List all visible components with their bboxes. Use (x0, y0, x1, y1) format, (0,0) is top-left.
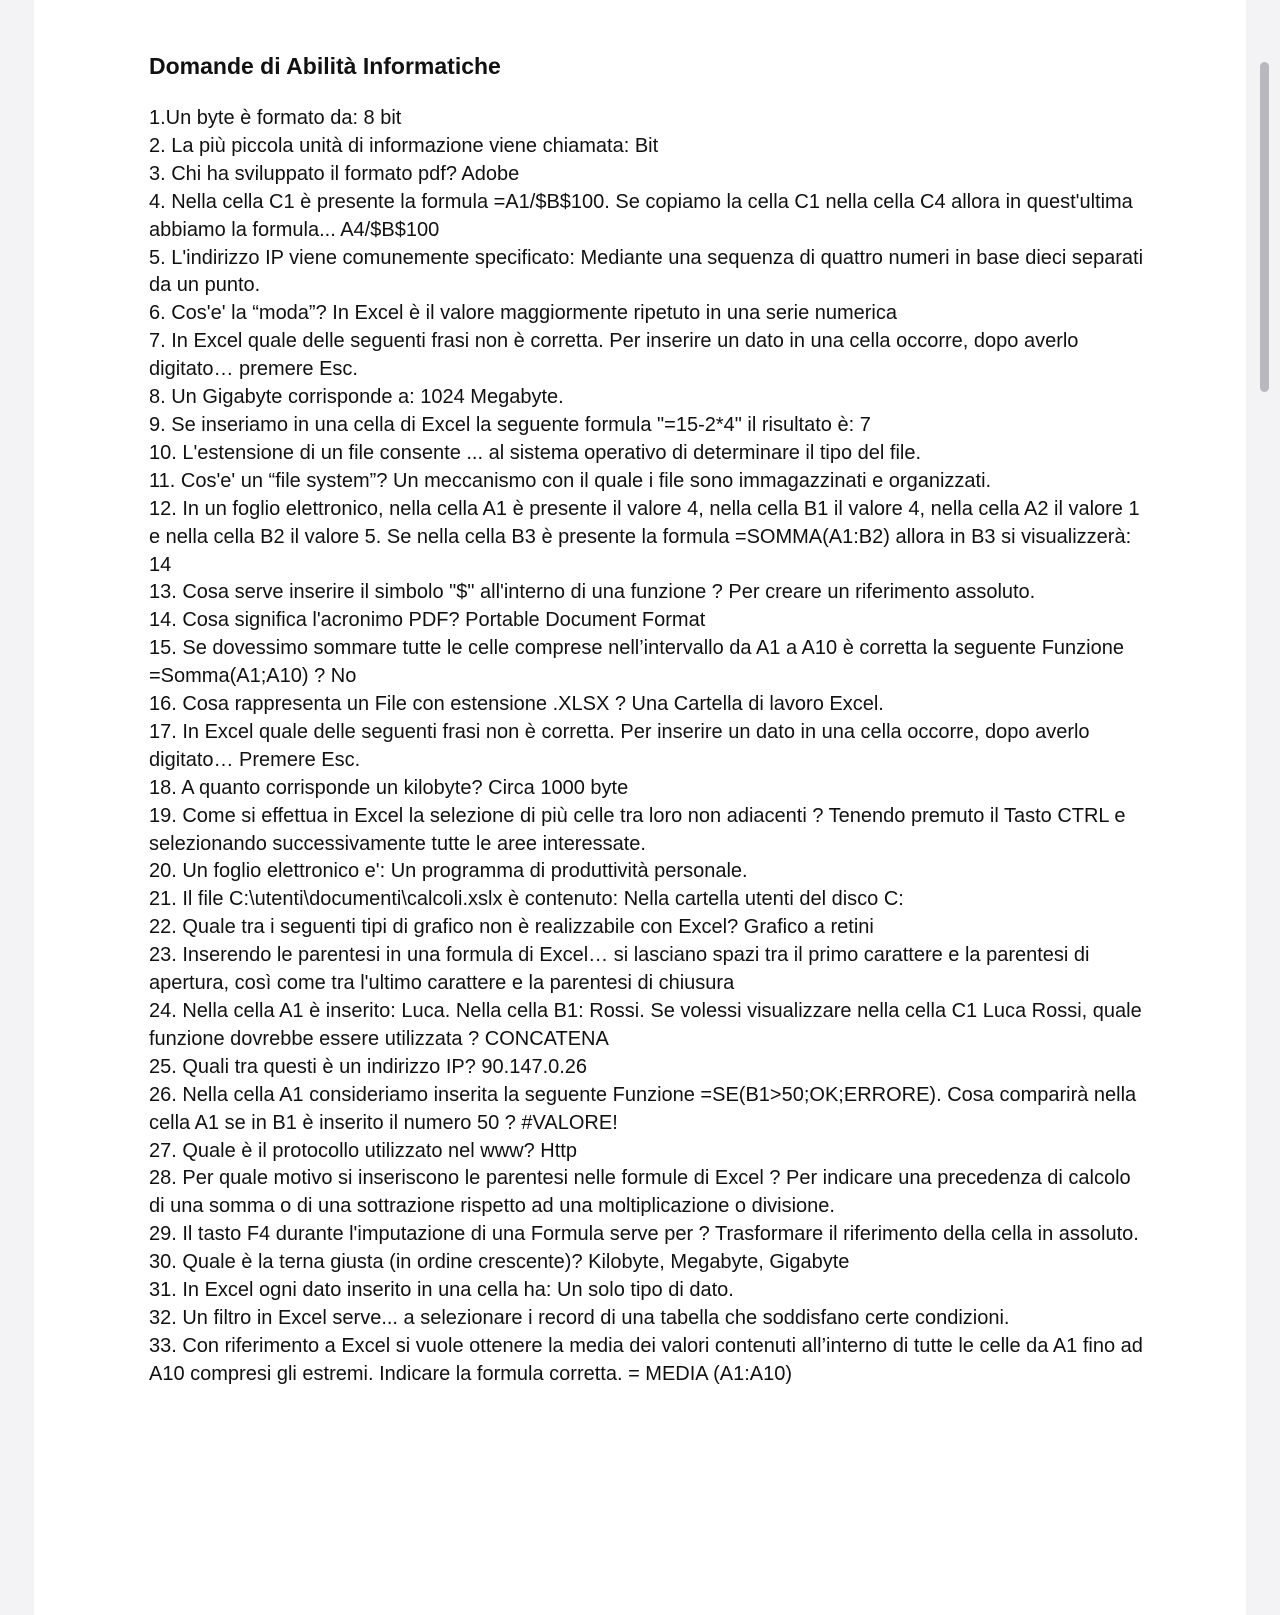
question-item: 20. Un foglio elettronico e': Un programma di produttività personale. (149, 860, 748, 883)
question-item: 12. In un foglio elettronico, nella cella A1 è presente il valore 4, nella cella B1 il valore 4, nella cella A2 il valore 1 e nella cella B2 il valore 5. Se nella cella B3 è presente la formula =SOMMA(A1:B2) allora in B3 si visualizzerà: 14 (149, 497, 1140, 576)
question-item: 4. Nella cella C1 è presente la formula =A1/$B$100. Se copiamo la cella C1 nella cella C4 allora in quest'ultima abbiamo la formula... A4/$B$100 (149, 190, 1133, 241)
question-item: 14. Cosa significa l'acronimo PDF? Portable Document Format (149, 609, 706, 632)
document-page (34, 0, 1246, 1615)
question-item: 11. Cos'e' un “file system”? Un meccanismo con il quale i file sono immagazzinati e organizzati. (149, 469, 992, 492)
question-item: 18. A quanto corrisponde un kilobyte? Circa 1000 byte (149, 776, 629, 799)
question-item: 1.Un byte è formato da: 8 bit (149, 107, 402, 129)
question-item: 16. Cosa rappresenta un File con estensione .XLSX ? Una Cartella di lavoro Excel. (149, 693, 884, 716)
question-item: 22. Quale tra i seguenti tipi di grafico non è realizzabile con Excel? Grafico a retini (149, 916, 874, 939)
question-item: 7. In Excel quale delle seguenti frasi non è corretta. Per inserire un dato in una cella occorre, dopo averlo digitato… premere Esc. (149, 330, 1079, 381)
question-item: 6. Cos'e' la “moda”? In Excel è il valore maggiormente ripetuto in una serie numerica (149, 302, 897, 325)
question-item: 23. Inserendo le parentesi in una formula di Excel… si lasciano spazi tra il primo carattere e la parentesi di apertura, così come tra l'ultimo carattere e la parentesi di chiusura (149, 944, 1090, 995)
question-item: 17. In Excel quale delle seguenti frasi non è corretta. Per inserire un dato in una cella occorre, dopo averlo digitato… Premere Esc. (149, 720, 1090, 771)
question-item: 29. Il tasto F4 durante l'imputazione di una Formula serve per ? Trasformare il riferimento della cella in assoluto. (149, 1223, 1139, 1246)
question-item: 3. Chi ha sviluppato il formato pdf? Adobe (149, 162, 520, 185)
question-item: 27. Quale è il protocollo utilizzato nel www? Http (149, 1139, 577, 1162)
question-item: 31. In Excel ogni dato inserito in una cella ha: Un solo tipo di dato. (149, 1279, 734, 1302)
question-item: 33. Con riferimento a Excel si vuole ottenere la media dei valori contenuti all’interno di tutte le celle da A1 fino ad A10 compresi gli estremi. Indicare la formula corretta. = MEDIA (A1:A10) (149, 1334, 1143, 1385)
question-item: 8. Un Gigabyte corrisponde a: 1024 Megabyte. (149, 386, 564, 409)
vertical-scrollbar[interactable] (1260, 62, 1269, 392)
question-item: 26. Nella cella A1 consideriamo inserita la seguente Funzione =SE(B1>50;OK;ERRORE). Cosa comparirà nella cella A1 se in B1 è inserito il numero 50 ? #VALORE! (149, 1083, 1137, 1134)
question-item: 9. Se inseriamo in una cella di Excel la seguente formula "=15-2*4" il risultato è: 7 (149, 413, 871, 436)
question-item: 25. Quali tra questi è un indirizzo IP? 90.147.0.26 (149, 1055, 588, 1078)
question-item: 28. Per quale motivo si inseriscono le parentesi nelle formule di Excel ? Per indicare una precedenza di calcolo di una somma o di una sottrazione rispetto ad una moltiplicazione o divisione. (149, 1167, 1131, 1218)
question-item: 32. Un filtro in Excel serve... a selezionare i record di una tabella che soddisfano certe condizioni. (149, 1306, 1010, 1329)
question-item: 10. L'estensione di un file consente ... al sistema operativo di determinare il tipo del file. (149, 441, 922, 464)
document-title: Domande di Abilità Informatiche (149, 53, 501, 79)
question-item: 5. L'indirizzo IP viene comunemente specificato: Mediante una sequenza di quattro numeri in base dieci separati da un punto. (149, 246, 1144, 297)
question-item: 24. Nella cella A1 è inserito: Luca. Nella cella B1: Rossi. Se volessi visualizzare nella cella C1 Luca Rossi, quale funzione dovrebbe essere utilizzata ? CONCATENA (149, 1000, 1142, 1050)
question-item: 2. La più piccola unità di informazione viene chiamata: Bit (149, 134, 659, 157)
question-list (149, 105, 1149, 1389)
question-item: 19. Come si effettua in Excel la selezione di più celle tra loro non adiacenti ? Tenendo premuto il Tasto CTRL e selezionando successivamente tutte le aree interessate. (149, 804, 1126, 855)
question-item: 21. Il file C:\utenti\documenti\calcoli.xslx è contenuto: Nella cartella utenti del disco C: (149, 888, 904, 911)
question-item: 30. Quale è la terna giusta (in ordine crescente)? Kilobyte, Megabyte, Gigabyte (149, 1251, 850, 1274)
document-content (149, 50, 1149, 1389)
question-item: 13. Cosa serve inserire il simbolo "$" all'interno di una funzione ? Per creare un riferimento assoluto. (149, 581, 1036, 604)
question-item: 15. Se dovessimo sommare tutte le celle comprese nell’intervallo da A1 a A10 è corretta la seguente Funzione =Somma(A1;A10) ? No (149, 637, 1124, 688)
